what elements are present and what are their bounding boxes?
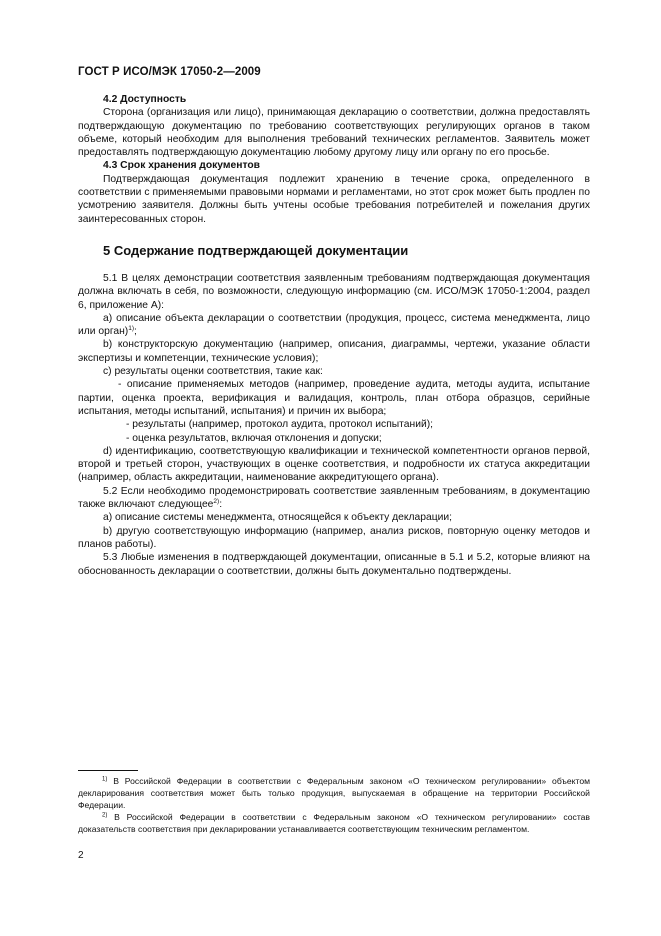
document-body: [78, 93, 590, 578]
clause-5-1-item-c-3: - оценка результатов, включая отклонения и допуски;: [126, 432, 382, 444]
footnotes: [78, 775, 590, 835]
section-4-3-heading: 4.3 Срок хранения документов: [103, 160, 260, 172]
clause-5-2-end: :: [219, 499, 223, 511]
section-4-3-text: Подтверждающая документация подлежит хранению в течение срока, определенного в соответствии с применяемыми правовыми нормами и регламентами, но этот срок может быть продлен по усмотрению заявителя. Должны быть учтены особые требования потребителей и пожелания других заинтересованных сторон.: [78, 173, 590, 225]
footnote-1: [78, 775, 590, 811]
footnote-2: [78, 811, 590, 835]
clause-5-2-item-a: а) описание системы менеджмента, относящейся к объекту декларации;: [103, 512, 452, 524]
clause-5-3: 5.3 Любые изменения в подтверждающей документации, описанные в 5.1 и 5.2, которые влияют на обоснованность декларации о соответствии, должны быть документально подтверждены.: [78, 552, 590, 577]
section-5-title: 5 Содержание подтверждающей документации: [103, 242, 409, 258]
page-number: 2: [78, 850, 84, 861]
clause-5-2-text: 5.2 Если необходимо продемонстрировать соответствие заявленным требованиям, в документацию также включают следующее: [78, 485, 590, 511]
section-4-2-heading: 4.2 Доступность: [103, 94, 187, 105]
footnote-ref-1: 1): [128, 325, 134, 333]
section-4-2-text: Сторона (организация или лицо), принимающая декларацию о соответствии, должна предоставлять подтверждающую документацию по требованию соответствующих регулирующих органов в таком объеме, который необходим для выполнения требований технических регламентов. Заявитель может предоставлять подтверждающую документацию любому другому лицу или органу по его просьбе.: [78, 107, 590, 159]
footnote-ref-2: 2): [213, 498, 220, 506]
footnote-1-text: В Российской Федерации в соответствии с Федеральным законом «О техническом регулировании» объектом декларирования соответствия может быть только продукция, выпускаемая в обращение на территории Российской Федерации.: [78, 776, 591, 811]
clause-5-2: [78, 485, 590, 512]
clause-5-2-item-b: b) другую соответствующую информацию (например, анализ рисков, повторную оценку методов и планов работы).: [78, 525, 590, 550]
clause-5-1-item-c-1: - описание применяемых методов (например, проведение аудита, методы аудита, испытание партии, оценка проекта, верификация и валидация, контроль, план отбора образцов, серийные испытания, методы испытаний, испытания) и причин их выбора;: [78, 379, 590, 417]
clause-5-1-item-a: [78, 312, 590, 339]
footnote-2-mark: 2): [102, 812, 108, 819]
footnote-2-text: В Российской Федерации в соответствии с Федеральным законом «О техническом регулировании» состав доказательств соответствия при декларировании устанавливается соответствующим техническим регламентом.: [78, 812, 590, 835]
clause-5-1: 5.1 В целях демонстрации соответствия заявленным требованиям подтверждающая документация должна включать в себя, по возможности, следующую информацию (см. ИСО/МЭК 17050-1:2004, раздел 6, приложение А):: [78, 272, 590, 311]
footnote-divider: [78, 770, 138, 771]
clause-5-1-item-d: d) идентификацию, соответствующую квалификации и технической компетентности органов первой, второй и третьей сторон, участвующих в оценке соответствия, и подробности их статуса аккредитации (например, область аккредитации, наименование аккредитующего органа).: [78, 445, 590, 484]
clause-5-1-item-c: с) результаты оценки соответствия, такие как:: [103, 366, 323, 378]
document-header: ГОСТ Р ИСО/МЭК 17050-2—2009: [78, 66, 261, 78]
item-a-text: а) описание объекта декларации о соответствии (продукция, процесс, система менеджмента, лицо или орган): [78, 312, 590, 338]
clause-5-1-item-c-2: - результаты (например, протокол аудита, протокол испытаний);: [126, 419, 433, 431]
footnote-1-mark: 1): [102, 776, 108, 783]
item-a-end: ;: [133, 326, 137, 338]
clause-5-1-item-b: b) конструкторскую документацию (например, описания, диаграммы, чертежи, указание области экспертизы и компетенции, технические условия);: [78, 339, 590, 364]
